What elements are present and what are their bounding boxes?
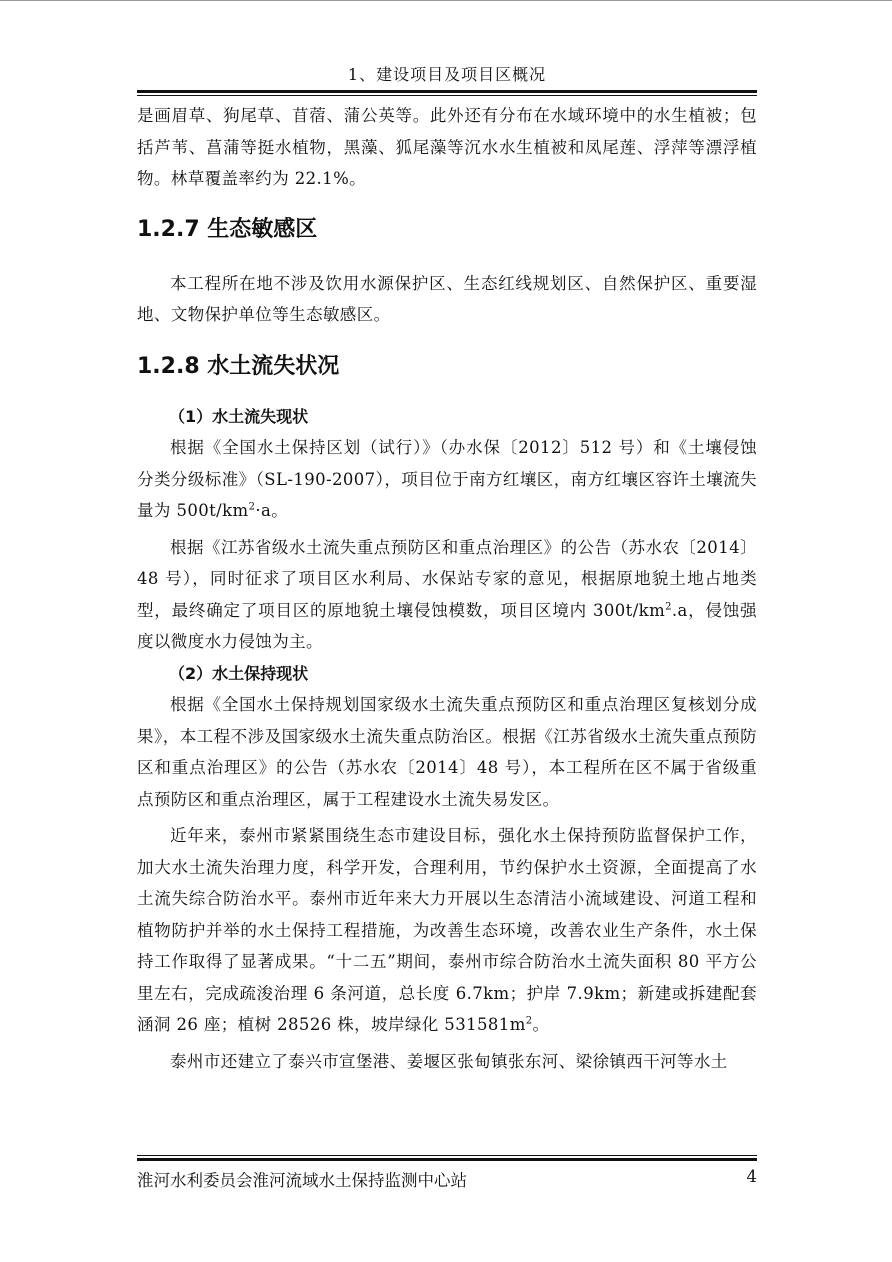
page-body [137, 100, 757, 1077]
paragraph-taizhou-projects: 泰州市还建立了泰兴市宣堡港、姜堰区张甸镇张东河、梁徐镇西干河等水土 [170, 1051, 728, 1071]
footer-rule-thin [137, 1155, 757, 1156]
page-top-border [0, 0, 892, 1]
subheading-conservation-status: （2）水土保持现状 [169, 663, 309, 683]
heading-1-2-7: 1.2.7 生态敏感区 [137, 216, 318, 242]
heading-1-2-8: 1.2.8 水土流失状况 [137, 353, 340, 379]
paragraph-national-zones: 根据《全国水土保持规划国家级水土流失重点预防区和重点治理区复核划分成果》，本工程不涉及国家级水土流失重点防治区。根据《江苏省级水土流失重点预防区和重点治理区》的公告（苏水农〔2014〕48 号），本工程所在区不属于省级重点预防区和重点治理区，属于工程建设水土流失易发区。 [137, 695, 757, 809]
header-rule-thick [137, 90, 757, 93]
footer-organization: 淮河水利委员会淮河流域水土保持监测中心站 [137, 1171, 467, 1190]
paragraph-erosion-modulus [137, 532, 757, 658]
superscript: 2 [665, 601, 672, 612]
paragraph-text: ·a。 [255, 501, 289, 520]
paragraph-erosion-zoning [137, 432, 757, 527]
paragraph-taizhou-achievements [137, 820, 757, 1041]
superscript: 2 [248, 501, 256, 513]
paragraph-text: 。 [532, 1015, 550, 1034]
superscript: 2 [525, 1015, 533, 1027]
paragraph-ecological-sensitive: 本工程所在地不涉及饮用水源保护区、生态红线规划区、自然保护区、重要湿地、文物保护单位等生态敏感区。 [137, 273, 757, 324]
paragraph-text: 根据《全国水土保持区划（试行）》（办水保〔2012〕512 号）和《土壤侵蚀分类分级标准》（SL-190-2007），项目位于南方红壤区，南方红壤区容许土壤流失量为 500t/km [137, 438, 757, 520]
page-number: 4 [746, 1167, 757, 1186]
intro-paragraph: 是画眉草、狗尾草、苜蓿、蒲公英等。此外还有分布在水域环境中的水生植被；包括芦苇、菖蒲等挺水植物，黑藻、狐尾藻等沉水水生植被和凤尾莲、浮萍等漂浮植物。林草覆盖率约为 22.1%。 [137, 106, 757, 188]
footer-rule-thick [137, 1158, 757, 1161]
paragraph-text: .a，侵蚀强度以微度水力侵蚀为主。 [137, 600, 757, 651]
paragraph-text: 根据《江苏省级水土流失重点预防区和重点治理区》的公告（苏水农〔2014〕48 号），同时征求了项目区水利局、水保站专家的意见，根据原地貌土地占地类型，最终确定了项目区的原地貌土壤侵蚀模数，项目区境内 300t/km [137, 537, 757, 620]
header-rule-thin [137, 95, 757, 96]
running-header: 1、建设项目及项目区概况 [347, 65, 547, 84]
subheading-erosion-status: （1）水土流失现状 [169, 406, 309, 426]
paragraph-text: 近年来，泰州市紧紧围绕生态市建设目标，强化水土保持预防监督保护工作，加大水土流失治理力度，科学开发，合理利用，节约保护水土资源，全面提高了水土流失综合防治水平。泰州市近年来大力开展以生态清洁小流域建设、河道工程和植物防护并举的水土保持工程措施，为改善生态环境，改善农业生产条件，水土保持工作取得了显著成果。“十二五”期间，泰州市综合防治水土流失面积 80 平方公里左右，完成疏浚治理 6 条河道，总长度 6.7km；护岸 7.9km；新建或拆建配套涵洞 26 座；植树 28526 株，坡岸绿化 531581m [137, 826, 757, 1034]
